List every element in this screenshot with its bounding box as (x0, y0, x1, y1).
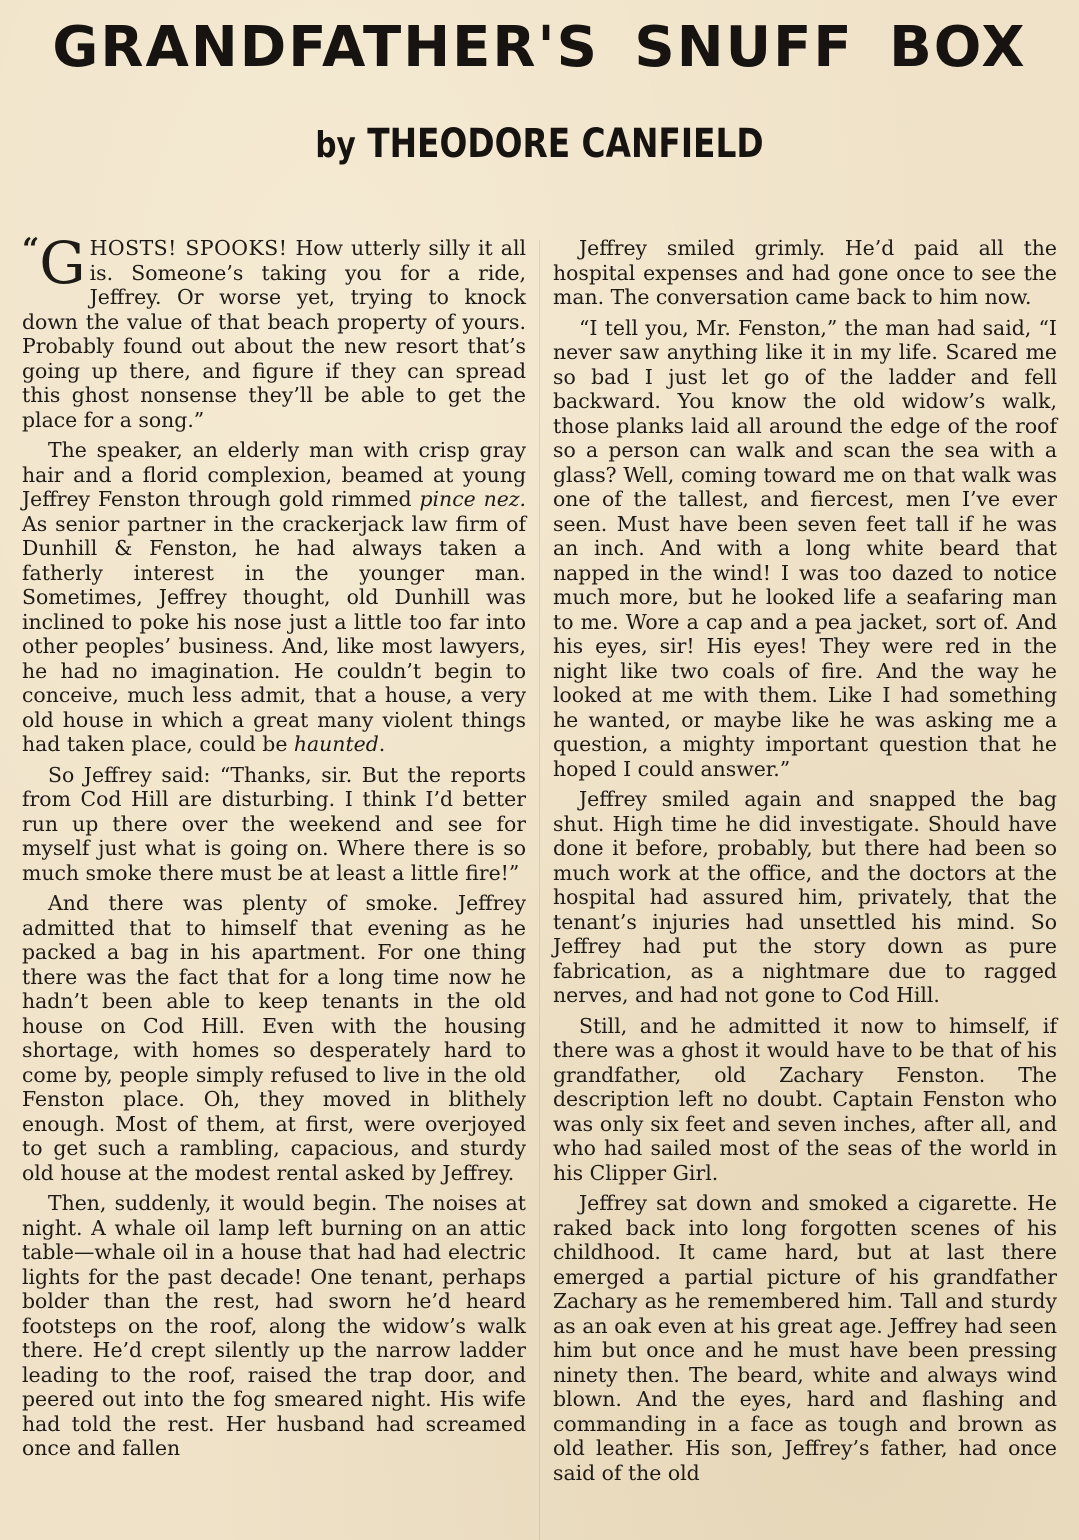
opening-paragraph (22, 229, 526, 432)
paragraph: Then, suddenly, it would begin. The noises at night. A whale oil lamp left burning on an attic table—whale oil in a house that had had electric lights for the past decade! One tenant, perhaps bolder than the rest, had sworn he’d heard footsteps on the roof, along the widow’s walk there. He’d crept silently up the narrow ladder leading to the roof, raised the trap door, and peered out into the fog smeared night. His wife had told the rest. Her husband had screamed once and fallen (22, 1191, 526, 1460)
column-gutter (539, 240, 540, 1540)
drop-cap (22, 229, 86, 297)
right-column (553, 236, 1057, 1491)
paragraph: And there was plenty of smoke. Jeffrey admitted that to himself that evening as he packed a bag in his apartment. For one thing there was the fact that for a long time now he hadn’t been able to keep tenants in the old house on Cod Hill. Even with the housing shortage, with homes so desperately hard to come by, people simply refused to live in the old Fenston place. Oh, they moved in blithely enough. Most of them, at first, were overjoyed to get such a rambling, capacious, and sturdy old house at the modest rental asked by Jeffrey. (22, 891, 526, 1185)
paragraph: “I tell you, Mr. Fenston,” the man had said, “I never saw anything like it in my life. Scared me so bad I just let go of the ladder and fell backward. You know the old widow’s walk, those planks laid all around the edge of the roof so a person can walk and scan the sea with a glass? Well, coming toward me on that walk was one of the tallest, and fiercest, men I’ve ever seen. Must have been seven feet tall if he was an inch. And with a long white beard that napped in the wind! I was too dazed to notice much more, but he looked life a seafaring man to me. Wore a cap and a pea jacket, sort of. And his eyes, sir! His eyes! They were red in the night like two coals of fire. And the way he looked at me with them. Like I had something he wanted, or maybe like he was asking me a question, a mighty important question that he hoped I could answer.” (553, 315, 1057, 781)
left-column (22, 229, 526, 1467)
paragraph: Jeffrey smiled grimly. He’d paid all the hospital expenses and had gone once to see the man. The conversation came back to him now. (553, 236, 1057, 309)
byline-prefix: by (315, 125, 356, 166)
author-name: THEODORE CANFIELD (367, 121, 764, 167)
paragraph: Jeffrey sat down and smoked a cigarette. He raked back into long forgotten scenes of his childhood. It came hard, but at last there emerged a partial picture of his grandfather Zachary as he remembered him. Tall and sturdy as an oak even at his great age. Jeffrey had seen him but once and he must have been pressing ninety then. The beard, white and always wind blown. And the eyes, hard and flashing and commanding in a face as tough and brown as old leather. His son, Jeffrey’s father, had once said of the old (553, 1191, 1057, 1485)
paragraph: Still, and he admitted it now to himself, if there was a ghost it would have to be that of his grandfather, old Zachary Fenston. The description left no doubt. Captain Fenston who was only six feet and seven inches, after all, and who had sailed most of the seas of the world in his Clipper Girl. (553, 1013, 1057, 1185)
opening-text: How utterly silly it all is. Someone’s taking you for a ride, Jeffrey. Or worse yet, trying to knock down the value of that beach property of yours. Probably found out about the new resort that’s going up there, and figure if they can spread this ghost nonsense they’ll be able to get the place for a song.” (22, 236, 526, 432)
article-byline (97, 116, 982, 174)
paragraph (22, 438, 526, 757)
open-quote: “ (22, 232, 40, 267)
paragraph: Jeffrey smiled again and snapped the bag shut. High time he did investigate. Should have done it before, probably, but there had been so much work at the office, and the doctors at the hospital had assured him, privately, that the tenant’s injuries had unsettled his mind. So Jeffrey had put the story down as pure fabrication, as a nightmare due to ragged nerves, and had not gone to Cod Hill. (553, 787, 1057, 1007)
italic-phrase: pince nez. (419, 487, 526, 511)
italic-word: haunted (293, 732, 379, 756)
paragraph-text: The speaker, an elderly man with crisp gray hair and a florid complexion, beamed at young Jeffrey Fenston through gold rimmed (22, 438, 526, 511)
paragraph: So Jeffrey said: “Thanks, sir. But the reports from Cod Hill are disturbing. I think I’d better run up there over the weekend and see for myself just what is going on. Where there is so much smoke there must be at least a little fire!” (22, 762, 526, 885)
lead-in-caps: HOSTS! SPOOKS! (89, 236, 288, 260)
article-title: GRANDFATHER'S SNUFF BOX (52, 15, 1027, 80)
paragraph-text: As senior partner in the crackerjack law firm of Dunhill & Fenston, he had always taken a fatherly interest in the younger man. Sometimes, Jeffrey thought, old Dunhill was inclined to poke his nose just a little too far into other peoples’ business. And, like most lawyers, he had no imagination. He couldn’t begin to conceive, much less admit, that a house, a very old house in which a great many violent things had taken place, could be (22, 511, 526, 756)
paragraph-text: . (378, 732, 386, 756)
drop-cap-letter: G (39, 229, 86, 297)
